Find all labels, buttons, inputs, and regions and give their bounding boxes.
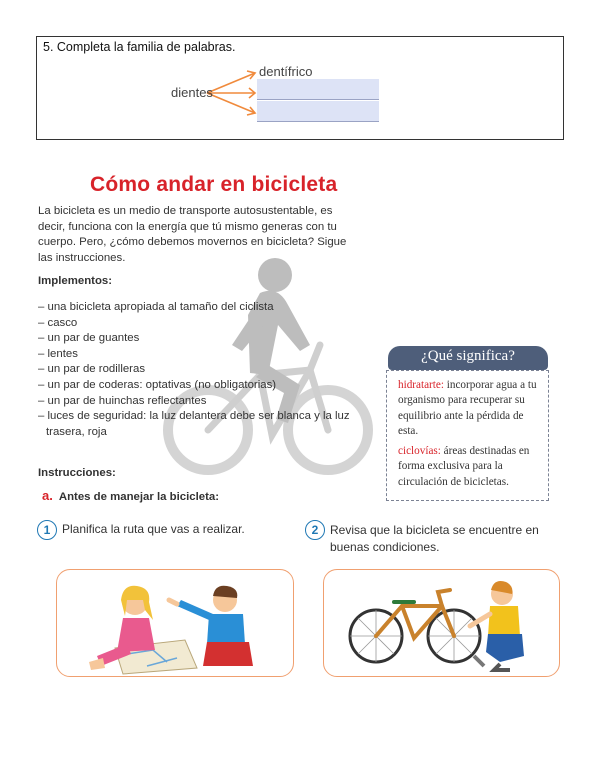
answer-blank-2[interactable] (257, 101, 379, 122)
step-a-letter: a. (42, 488, 53, 503)
list-item: – un par de coderas: optativas (no obligatorias) (38, 378, 277, 391)
step-number-1: 1 (37, 520, 57, 540)
list-item: – casco (38, 316, 78, 329)
implements-list (38, 300, 378, 440)
instructions-heading: Instrucciones: (38, 467, 116, 479)
exercise-box (36, 36, 564, 140)
list-item: – un par de guantes (38, 332, 140, 345)
step-text-1: Planifica la ruta que vas a realizar. (62, 522, 245, 536)
list-item: trasera, roja (46, 425, 107, 438)
glossary-definition: incorporar agua a tu organismo para recuperar su equilibrio ante la pérdida de esta. (398, 379, 537, 437)
glossary-term: ciclovías: (398, 445, 441, 457)
implements-heading: Implementos: (38, 275, 113, 287)
list-item: – un par de rodilleras (38, 363, 146, 376)
list-item: – luces de seguridad: la luz delantera debe ser blanca y la luz (38, 410, 350, 423)
root-word: dientes (171, 85, 213, 100)
illustration-bike-check (323, 569, 560, 677)
glossary-entry (398, 444, 546, 490)
step-a-text: Antes de manejar la bicicleta: (58, 491, 220, 503)
glossary-definition: áreas destinadas en forma exclusiva para la circulación de bicicletas. (398, 445, 530, 488)
list-item: – una bicicleta apropiada al tamaño del ciclista (38, 301, 274, 313)
step-number-2: 2 (305, 520, 325, 540)
glossary-entry (398, 378, 546, 439)
list-item: – un par de huinchas reflectantes (38, 394, 207, 407)
glossary-term: hidratarte: (398, 379, 444, 391)
kids-map-icon (57, 570, 294, 677)
glossary-title: ¿Qué significa? (421, 348, 515, 364)
list-item: – lentes (38, 347, 78, 360)
arrows-icon (205, 67, 265, 117)
intro-paragraph: La bicicleta es un medio de transporte autosustentable, es decir, funciona con la energía que tú mismo generas con tu cuerpo. Pero, ¿cómo debemos movernos en bicicleta? Sigue las instrucciones. (38, 205, 347, 264)
step-text-2: Revisa que la bicicleta se encuentre en buenas condiciones. (330, 523, 539, 554)
page-title: Cómo andar en bicicleta (90, 173, 338, 196)
illustration-route-planning (56, 569, 294, 677)
given-word: dentífrico (259, 64, 313, 79)
exercise-title: 5. Completa la familia de palabras. (43, 40, 236, 54)
step-a (42, 488, 219, 503)
answer-blank-1[interactable] (257, 79, 379, 100)
bike-repair-icon (324, 570, 560, 677)
